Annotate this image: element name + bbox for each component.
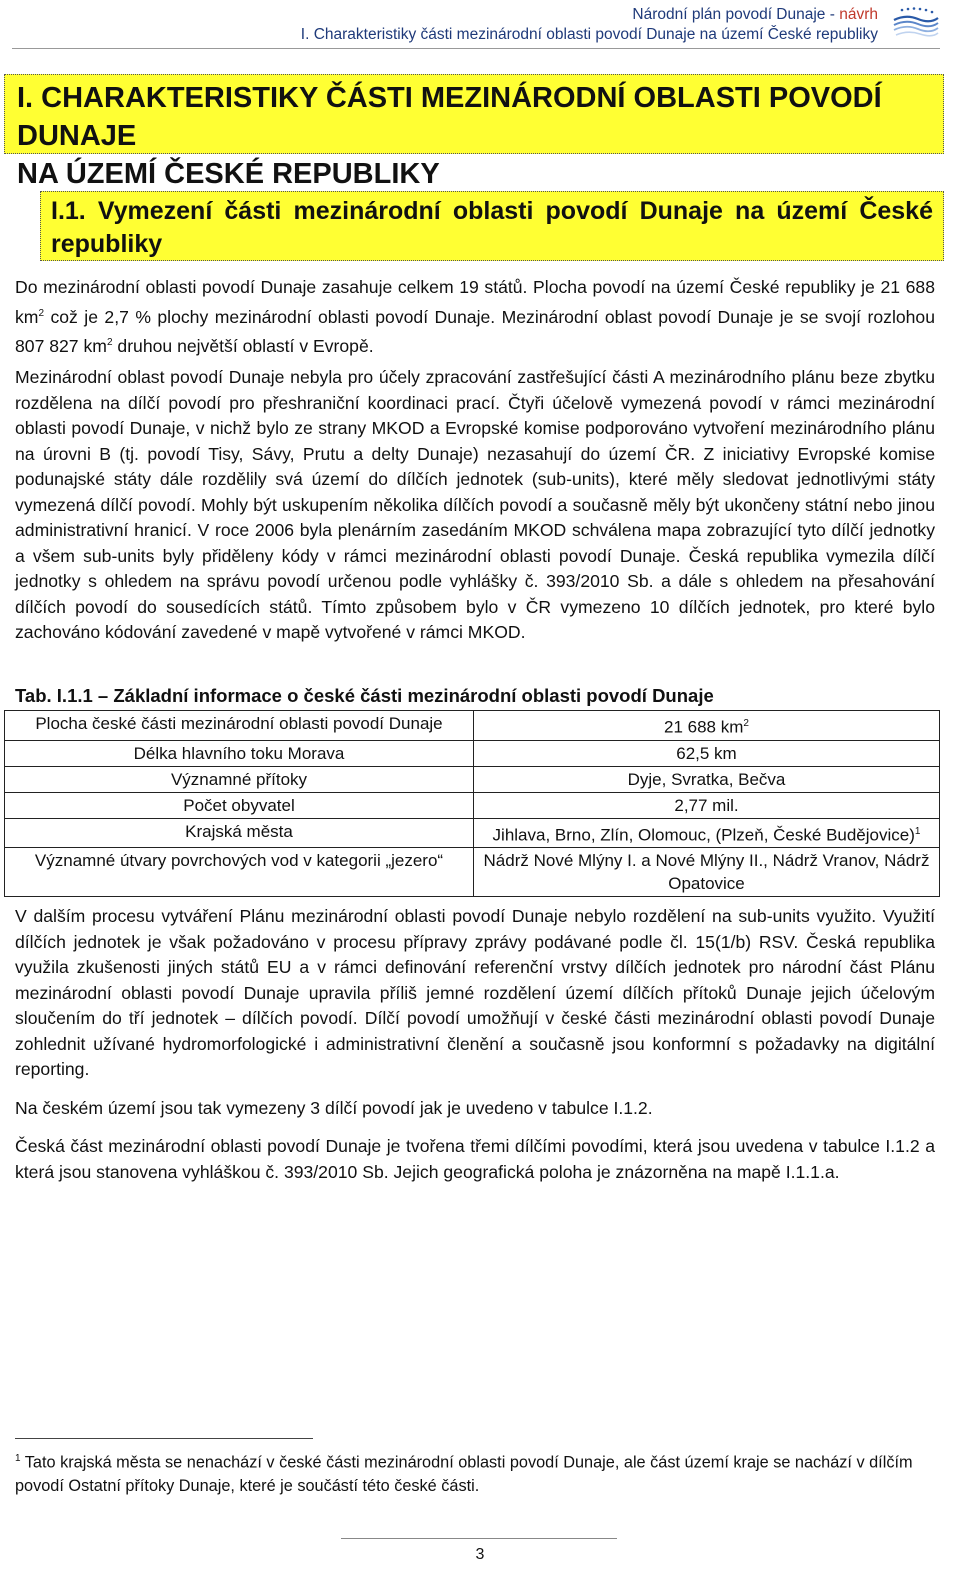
table-row — [5, 818, 940, 848]
table-cell-value-text: Dyje, Svratka, Bečva — [627, 769, 786, 789]
table-cell-value — [474, 818, 940, 848]
table-cell-value-text: 2,77 mil. — [674, 795, 739, 815]
table-cell-value — [474, 711, 940, 741]
table-cell-key: Plocha české části mezinárodní oblasti povodí Dunaje — [5, 711, 474, 741]
paragraph-4: Na českém území jsou tak vymezeny 3 dílčí povodí jak je uvedeno v tabulce I.1.2. — [15, 1098, 653, 1118]
paragraph-3: V dalším procesu vytváření Plánu mezinárodní oblasti povodí Dunaje nebylo rozdělení na sub-units využito. Využití dílčích jednotek je však požadováno v procesu přípravy zprávy podávané podle čl. 15(1/b) RSV. Česká republika využila zkušenosti jiných států EU a v rámci definování referenční vrstvy dílčích jednotek pro národní část Plánu mezinárodní oblasti povodí Dunaje upravila příliš jemné rozdělení území dílčích přítoků Dunaje jejich účelovým sloučením do tří jednotek – dílčích povodí. Dílčí povodí umožňují v české části mezinárodní oblasti povodí Dunaje zohlednit užívané hydromorfologické i administrativní členění a současně jsou konformní s požadavky na digitální reporting. — [15, 906, 935, 1079]
table-cell-value — [474, 740, 940, 766]
table-cell-key: Délka hlavního toku Morava — [5, 740, 474, 766]
info-table-body — [5, 711, 940, 897]
table-cell-value — [474, 766, 940, 792]
paragraph-2: Mezinárodní oblast povodí Dunaje nebyla pro účely zpracování zastřešující části A mezinárodního plánu beze zbytku rozdělena na dílčí povodí pro přeshraniční koordinaci prací. Čtyři účelově vymezená povodí v rámci mezinárodní oblasti povodí Dunaje, v nichž bylo ze strany MKOD a Evropské komise podporováno vytvoření mezinárodního plánu na úrovni B (tj. povodí Tisy, Sávy, Prutu a delty Dunaje) nezasahují do území ČR. Z iniciativy Evropské komise podunajské státy dále rozdělily svá území do dílčích jednotek (sub-units), které měly sledovat jednotlivými státy vymezená dílčí povodí. Mohly být uskupením několika dílčích povodí a současně měly být ukončeny státní nebo jinou administrativní hranicí. V roce 2006 byla plenárním zasedáním MKOD schválena mapa zobrazující tyto dílčí jednotky a všem sub-units byly přiděleny kódy v rámci mezinárodní oblasti povodí Dunaje. Česká republika vymezila dílčí jednotky s ohledem na správu povodí určenou podle vyhlášky č. 393/2010 Sb. a dále s ohledem na přesahování dílčích povodí do sousedících států. Tímto způsobem bylo v ČR vymezeno 10 dílčích jednotek, pro které bylo zachováno kódování zavedené v mapě vytvořené v rámci MKOD. — [15, 367, 935, 642]
superscript: 1 — [914, 825, 921, 837]
table-cell-key: Významné útvary povrchových vod v kategorii „jezero“ — [5, 848, 474, 897]
chapter-title-line-1: I. CHARAKTERISTIKY ČÁSTI MEZINÁRODNÍ OBLASTI POVODÍ DUNAJE — [17, 82, 882, 152]
table-cell-value-text: 21 688 km — [664, 717, 744, 737]
footnote-mark: 1 — [15, 1453, 21, 1464]
header-line-2: I. Charakteristiky části mezinárodní oblasti povodí Dunaje na území České republiky — [300, 26, 878, 43]
superscript: 2 — [743, 718, 749, 729]
footnote-separator — [15, 1438, 313, 1439]
page-header — [12, 0, 940, 49]
table-cell-key: Významné přítoky — [5, 766, 474, 792]
table-row — [5, 766, 940, 792]
superscript: 2 — [38, 307, 45, 319]
superscript: 2 — [106, 336, 113, 348]
info-table — [4, 710, 940, 897]
table-cell-value — [474, 848, 940, 897]
section-title: I.1. Vymezení části mezinárodní oblasti povodí Dunaje na území České republiky — [40, 191, 944, 261]
header-plan-name: Národní plán povodí Dunaje - — [632, 6, 840, 23]
table-row — [5, 740, 940, 766]
footnote — [15, 1447, 935, 1498]
footnote-text: Tato krajská města se nenachází v české části mezinárodní oblasti povodí Dunaje, ale část území kraje se nachází v dílčím povodí Ostatní přítoky Dunaje, které je součástí této české části. — [15, 1453, 913, 1496]
table-caption: Tab. I.1.1 – Základní informace o české části mezinárodní oblasti povodí Dunaje — [15, 685, 714, 706]
table-cell-key: Počet obyvatel — [5, 792, 474, 818]
paragraph-1 — [15, 275, 935, 359]
table-cell-value-text: 62,5 km — [676, 743, 737, 763]
table-row — [5, 792, 940, 818]
paragraph-1-part-a: Do mezinárodní oblasti povodí Dunaje zasahuje celkem 19 států. Plocha povodí na území České republiky je 21 688 km — [15, 277, 935, 327]
table-cell-value — [474, 792, 940, 818]
table-row — [5, 848, 940, 897]
header-draft-label: návrh — [839, 6, 878, 23]
table-cell-value-text: Nádrž Nové Mlýny I. a Nové Mlýny II., Nádrž Vranov, Nádrž Opatovice — [483, 851, 930, 894]
paragraph-1-part-b: což je 2,7 % plochy mezinárodní oblasti povodí Dunaje. Mezinárodní oblast povodí Dunaje je se svojí rozlohou 807 827 km — [15, 306, 935, 356]
chapter-title-line-2: NA ÚZEMÍ ČESKÉ REPUBLIKY — [17, 158, 440, 190]
table-row — [5, 711, 940, 741]
header-line-1 — [301, 5, 878, 25]
paragraph-5: Česká část mezinárodní oblasti povodí Dunaje je tvořena třemi dílčími povodími, která jsou uvedena v tabulce I.1.2 a která jsou stanovena vyhláškou č. 393/2010 Sb. Jejich geografická poloha je znázorněna na mapě I.1.1.a. — [15, 1136, 935, 1182]
chapter-title — [4, 74, 944, 190]
table-cell-key: Krajská města — [5, 818, 474, 848]
danube-logo-icon — [892, 4, 940, 40]
paragraph-1-part-c: druhou největší oblastí v Evropě. — [112, 335, 374, 356]
page-number: 3 — [475, 1546, 485, 1563]
header-text — [301, 5, 878, 45]
table-cell-value-text: Jihlava, Brno, Zlín, Olomouc, (Plzeň, České Budějovice) — [492, 825, 915, 845]
footer-separator — [341, 1538, 617, 1539]
